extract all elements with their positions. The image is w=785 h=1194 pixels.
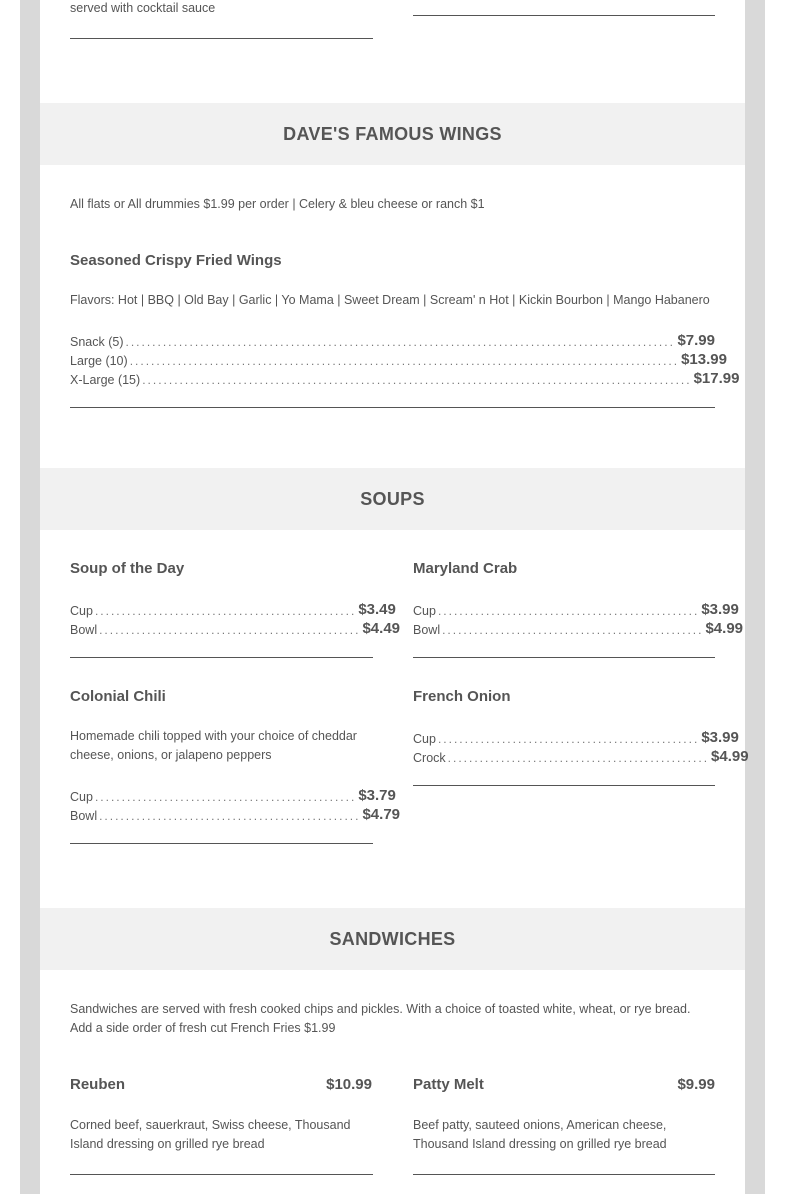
size-label: Bowl: [70, 809, 98, 823]
appetizer-description-tail: served with cocktail sauce: [70, 1, 216, 15]
item-title: Maryland Crab: [413, 560, 518, 577]
price-row: [70, 618, 401, 637]
divider: [70, 657, 373, 658]
divider: [70, 843, 373, 844]
dot-leader: .................................................: [99, 623, 361, 637]
dot-leader: .................................................: [437, 732, 700, 746]
divider: [413, 15, 715, 16]
size-price: $3.99: [701, 729, 739, 746]
price-row: [70, 804, 401, 823]
price-row: [413, 727, 739, 746]
item-price: $9.99: [677, 1076, 715, 1093]
price-row: [413, 599, 739, 618]
size-label: X-Large (15): [70, 373, 141, 387]
item-description: Corned beef, sauerkraut, Swiss cheese, Thousand Island dressing on grilled rye bread: [70, 1118, 351, 1151]
divider: [70, 38, 373, 39]
size-label: Large (10): [70, 354, 128, 368]
item-title-wings: Seasoned Crispy Fried Wings: [70, 252, 282, 269]
size-price: $3.49: [358, 601, 396, 618]
divider: [413, 657, 715, 658]
size-price: $4.49: [362, 620, 401, 637]
divider: [413, 785, 715, 786]
size-price: $13.99: [681, 351, 727, 368]
price-row: [413, 746, 749, 765]
item-title: French Onion: [413, 688, 511, 705]
section-title-wings: DAVE'S FAMOUS WINGS: [283, 123, 502, 144]
size-label: Cup: [413, 604, 436, 618]
dot-leader: .................................................: [447, 751, 710, 765]
section-header-wings: [40, 103, 745, 165]
price-row: [413, 618, 744, 637]
section-header-sandwiches: [40, 908, 745, 970]
section-title-sandwiches: SANDWICHES: [329, 928, 456, 949]
item-description: Beef patty, sauteed onions, American cheese, Thousand Island dressing on grilled rye bread: [413, 1118, 667, 1151]
dot-leader: .......................................................................................................: [125, 335, 675, 349]
section-title-soups: SOUPS: [360, 488, 425, 509]
item-title: Soup of the Day: [70, 560, 185, 577]
divider: [413, 1174, 715, 1175]
item-description: Homemade chili topped with your choice of cheddar cheese, onions, or jalapeno peppers: [70, 729, 357, 762]
dot-leader: .................................................: [94, 604, 357, 618]
item-title: Reuben: [70, 1076, 126, 1093]
price-row: [70, 785, 396, 804]
size-label: Snack (5): [70, 335, 124, 349]
size-price: $17.99: [693, 370, 740, 387]
section-header-soups: [40, 468, 745, 530]
item-price: $10.99: [326, 1076, 372, 1093]
divider: [70, 407, 715, 408]
dot-leader: .................................................: [99, 809, 361, 823]
dot-leader: .................................................: [442, 623, 704, 637]
size-label: Bowl: [413, 623, 441, 637]
price-row: [70, 349, 727, 368]
price-row: [70, 368, 740, 387]
size-price: $7.99: [677, 332, 715, 349]
size-label: Crock: [413, 751, 446, 765]
dot-leader: .................................................: [94, 790, 357, 804]
price-row: [70, 330, 715, 349]
size-price: $4.99: [705, 620, 744, 637]
wings-flavors: Flavors: Hot | BBQ | Old Bay | Garlic | Yo Mama | Sweet Dream | Scream' n Hot | Kickin Bourbon | Mango Habanero: [70, 293, 710, 307]
dot-leader: .......................................................................................................: [129, 354, 680, 368]
size-price: $3.99: [701, 601, 739, 618]
size-label: Cup: [70, 604, 93, 618]
divider: [70, 1174, 373, 1175]
sandwiches-note: Sandwiches are served with fresh cooked chips and pickles. With a choice of toasted white, wheat, or rye bread. Add a side order of fresh cut French Fries $1.99: [70, 1002, 691, 1035]
item-header: [413, 1076, 715, 1093]
size-price: $4.79: [362, 806, 401, 823]
size-label: Cup: [70, 790, 93, 804]
item-title: Colonial Chili: [70, 688, 166, 705]
price-row: [70, 599, 396, 618]
item-title: Patty Melt: [413, 1076, 484, 1093]
size-label: Cup: [413, 732, 436, 746]
size-price: $4.99: [711, 748, 749, 765]
size-price: $3.79: [358, 787, 396, 804]
wings-note: All flats or All drummies $1.99 per order | Celery & bleu cheese or ranch $1: [70, 197, 485, 211]
size-label: Bowl: [70, 623, 98, 637]
dot-leader: .......................................................................................................: [142, 373, 692, 387]
dot-leader: .................................................: [437, 604, 700, 618]
item-header: [70, 1076, 372, 1093]
